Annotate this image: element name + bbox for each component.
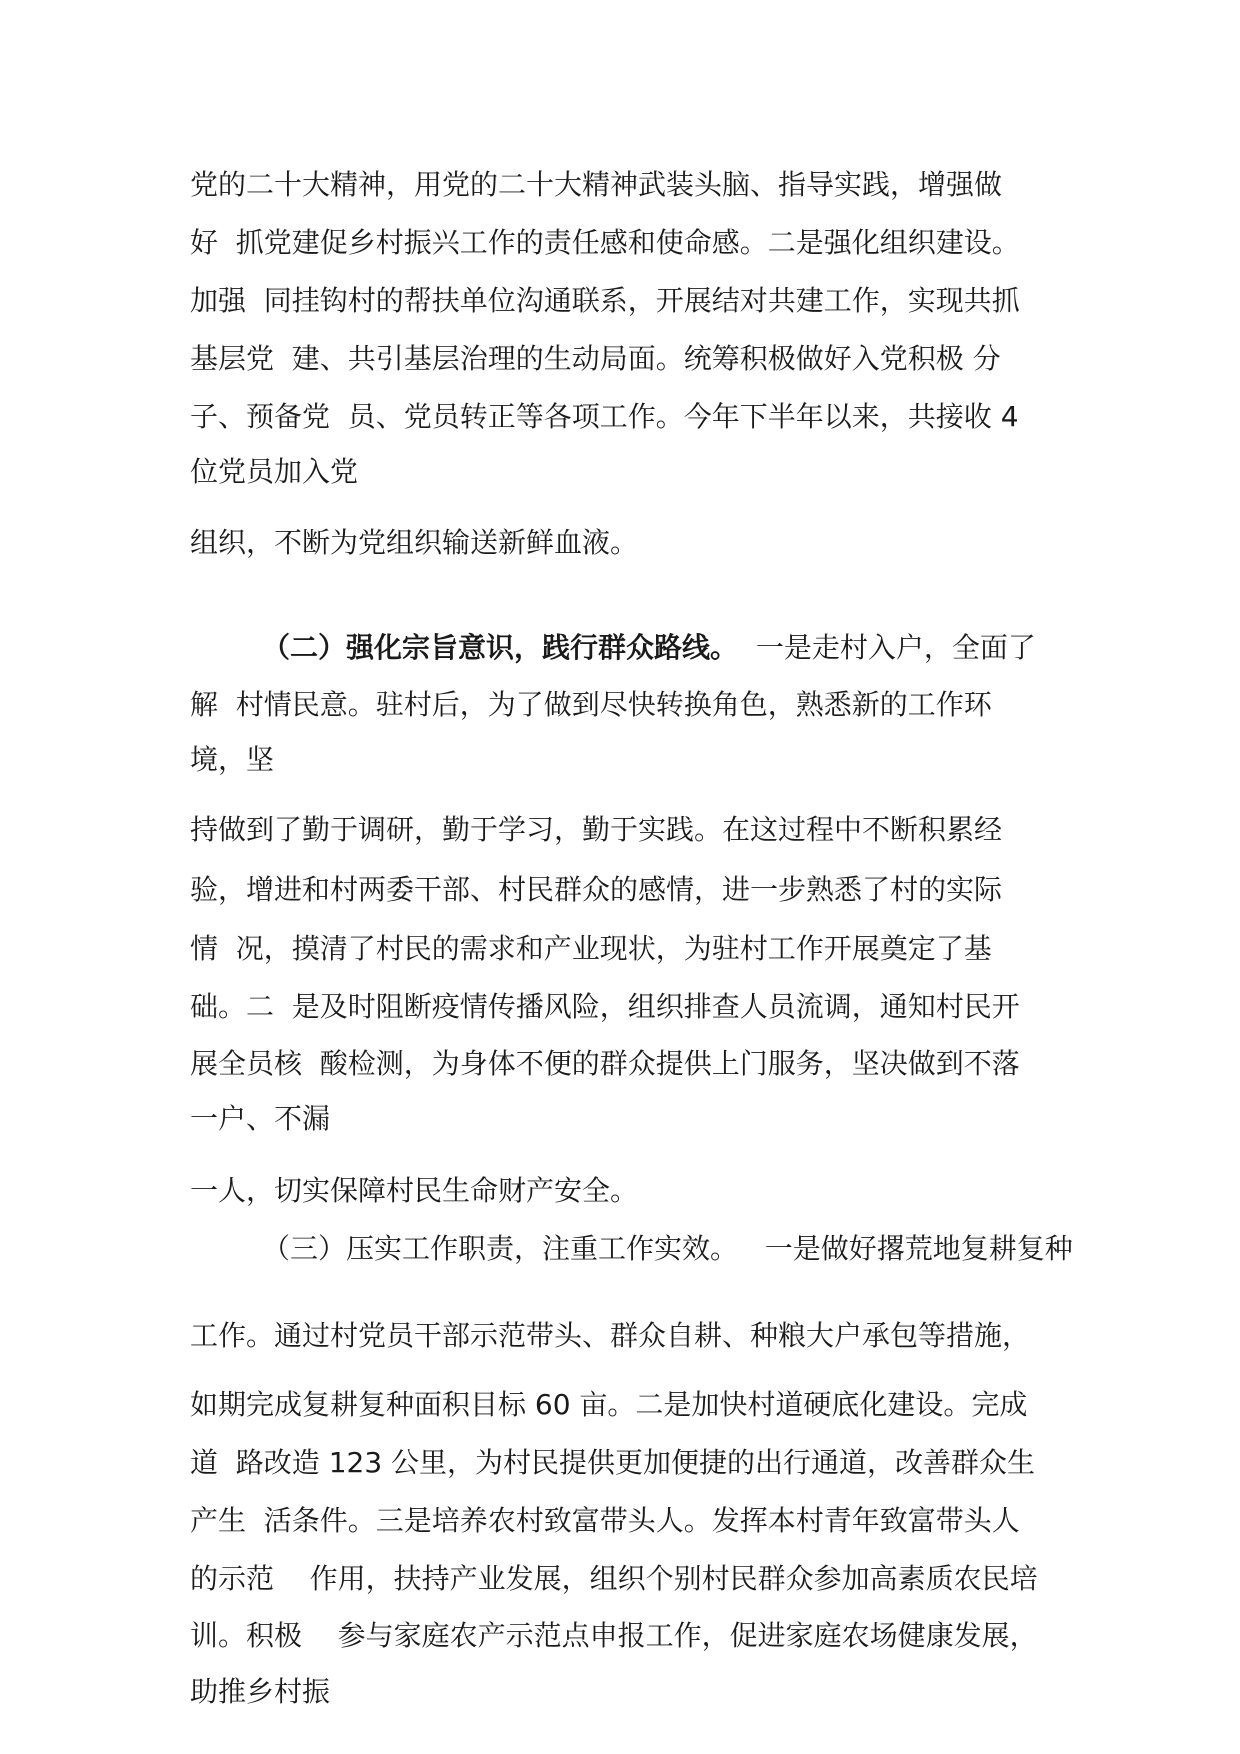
section-2-line-2: 解 村情民意。驻村后，为了做到尽快转换角色，熟悉新的工作环	[190, 688, 992, 721]
section-2-heading: （二）强化宗旨意识，践行群众路线。	[262, 631, 739, 664]
section-2-line-8: 展全员核 酸检测，为身体不便的群众提供上门服务，坚决做到不落	[190, 1047, 1020, 1080]
section-2-line-4: 持做到了勤于调研，勤于学习，勤于实践。在这过程中不断积累经	[190, 813, 1003, 846]
section-2-first-line-text: 一是走村入户，全面了	[738, 631, 1036, 664]
section-3-line-2: 工作。通过村党员干部示范带头、群众自耕、种粮大户承包等措施，	[190, 1319, 1031, 1352]
section-2-line-7: 础。二 是及时阻断疫情传播风险，组织排查人员流调，通知村民开	[190, 990, 1020, 1023]
section-2-line-3: 境，坚	[190, 743, 275, 776]
section-3-line-3: 如期完成复耕复种面积目标 60 亩。二是加快村道硬底化建设。完成	[190, 1388, 1028, 1421]
section-2-line-10: 一人，切实保障村民生命财产安全。	[190, 1174, 639, 1207]
paragraph-1-line-7: 组织，不断为党组织输送新鲜血液。	[190, 526, 639, 559]
section-3-line-4: 道 路改造 123 公里，为村民提供更加便捷的出行通道，改善群众生	[190, 1446, 1036, 1479]
section-2-line-5: 验，增进和村两委干部、村民群众的感情，进一步熟悉了村的实际	[190, 873, 1003, 906]
section-2-line-9: 一户、不漏	[190, 1102, 331, 1135]
section-3-line-5: 产生 活条件。三是培养农村致富带头人。发挥本村青年致富带头人	[190, 1504, 1020, 1537]
section-3-line-6: 的示范 作用，扶持产业发展，组织个别村民群众参加高素质农民培	[190, 1562, 1038, 1595]
paragraph-1-line-6: 位党员加入党	[190, 455, 359, 488]
paragraph-1-line-4: 基层党 建、共引基层治理的生动局面。统筹积极做好入党积极 分	[190, 342, 1001, 375]
paragraph-1-line-3: 加强 同挂钩村的帮扶单位沟通联系，开展结对共建工作，实现共抓	[190, 284, 1020, 317]
section-3-line-8: 助推乡村振	[190, 1675, 331, 1708]
section-2-line-6: 情 况，摸清了村民的需求和产业现状，为驻村工作开展奠定了基	[190, 932, 992, 965]
paragraph-1-line-5: 子、预备党 员、党员转正等各项工作。今年下半年以来，共接收 4	[190, 400, 1019, 433]
section-2-first-line	[262, 628, 1036, 668]
section-3-first-line: （三）压实工作职责，注重工作实效。 一是做好撂荒地复耕复种	[262, 1232, 1073, 1265]
paragraph-1-line-1: 党的二十大精神，用党的二十大精神武装头脑、指导实践，增强做	[190, 168, 1003, 201]
paragraph-1-line-2: 好 抓党建促乡村振兴工作的责任感和使命感。二是强化组织建设。	[190, 226, 1020, 259]
section-3-line-7: 训。积极 参与家庭农产示范点申报工作，促进家庭农场健康发展，	[190, 1619, 1038, 1652]
